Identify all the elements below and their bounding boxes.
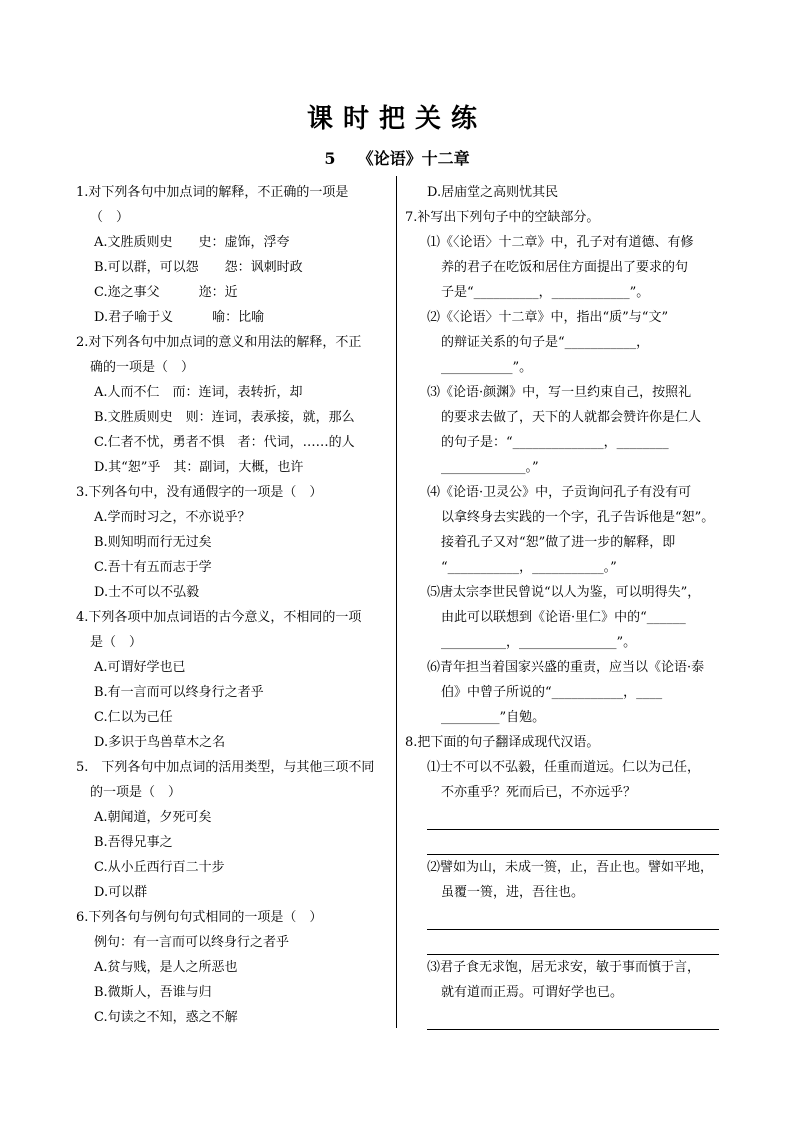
right-line-r10: 的要求去做了，天下的人就都会赞许你是仁人 (441, 410, 702, 425)
left-line-q4c: A.可谓好学也已 (94, 660, 186, 675)
left-line-q2e: C.仁者不忧，勇者不惧 者：代词，……的人 (94, 435, 355, 450)
right-line-r13: ⑷《论语·卫灵公》中，子贡询问孔子有没有可 (427, 485, 692, 500)
right-line-r17: ⑸唐太宗李世民曾说“以人为鉴，可以明得失”， (427, 585, 701, 600)
left-line-q2c: A.人而不仁 而：连词，表转折，却 (94, 385, 303, 400)
answer-line[interactable] (427, 905, 719, 930)
left-line-q1b: （ ） (90, 210, 130, 225)
right-line-r6: ⑵《〈论语〉十二章》中，指出“质”与“文” (427, 310, 669, 325)
right-line-r5: 子是“__________，____________”。 (441, 285, 650, 300)
left-line-q5a: 5. 下列各句中加点词的活用类型，与其他三项不同 (76, 760, 375, 775)
answer-line[interactable] (427, 1005, 719, 1030)
left-line-q6d: B.微斯人，吾谁与归 (94, 985, 212, 1000)
right-line-r33: 就有道而正焉。可谓好学也已。 (441, 985, 624, 1000)
right-line-r12: _____________。” (441, 460, 539, 475)
left-line-q1f: D.君子喻于义 喻：比喻 (94, 310, 265, 325)
right-line-r16: “___________，___________。” (441, 560, 617, 575)
column-divider (396, 176, 397, 1028)
right-line-r25: 不亦重乎？死而后已，不亦远乎？ (441, 785, 637, 800)
right-line-r15: 接着孔子又对“恕”做了进一步的解释，即 (441, 535, 676, 550)
left-line-q2f: D.其“恕”乎 其：副词，大概，也许 (94, 460, 304, 475)
answer-line[interactable] (427, 930, 719, 955)
left-line-q5f: D.可以群 (94, 885, 148, 900)
right-line-r2: 7.补写出下列句子中的空缺部分。 (405, 210, 600, 225)
page-title: 课时把关练 (306, 104, 487, 134)
left-line-q6e: C.句读之不知，惑之不解 (94, 1010, 238, 1025)
lesson-heading (0, 146, 794, 169)
right-line-r32: ⑶君子食无求饱，居无求安，敏于事而慎于言， (427, 960, 701, 975)
right-line-r23: 8.把下面的句子翻译成现代汉语。 (405, 735, 600, 750)
left-line-q1c: A.文胜质则史 史：虚饰，浮夸 (94, 235, 290, 250)
left-line-q2b: 确的一项是（ ） (90, 360, 195, 375)
left-line-q4b: 是（ ） (90, 635, 143, 650)
right-line-r9: ⑶《论语·颜渊》中，写一旦约束自己，按照礼 (427, 385, 692, 400)
right-line-r1: D.居庙堂之高则忧其民 (427, 185, 559, 200)
right-column (405, 180, 723, 1030)
right-line-r28: ⑵譬如为山，未成一篑，止，吾止也。譬如平地， (427, 860, 714, 875)
lesson-number: 5 (324, 149, 336, 168)
answer-line[interactable] (427, 830, 719, 855)
answer-line[interactable] (427, 805, 719, 830)
right-line-r7: 的辩证关系的句子是“___________， (441, 335, 650, 350)
left-line-q5d: B.吾得兄事之 (94, 835, 173, 850)
left-column (76, 180, 386, 1030)
left-line-q3e: D.士不可以不弘毅 (94, 585, 200, 600)
left-line-q3b: A.学而时习之，不亦说乎？ (94, 510, 251, 525)
left-line-q4d: B.有一言而可以终身行之者乎 (94, 685, 264, 700)
right-line-r19: __________，_______________”。 (441, 635, 637, 650)
left-line-q2a: 2.对下列各句中加点词的意义和用法的解释，不正 (76, 335, 362, 350)
right-line-r8: ___________”。 (441, 360, 533, 375)
right-line-r29: 虽覆一篑，进，吾往也。 (441, 885, 585, 900)
left-line-q5c: A.朝闻道，夕死可矣 (94, 810, 212, 825)
left-line-q4a: 4.下列各项中加点词语的古今意义，不相同的一项 (76, 610, 362, 625)
left-line-q1d: B.可以群，可以怨 怨：讽刺时政 (94, 260, 303, 275)
left-line-q1a: 1.对下列各句中加点词的解释，不正确的一项是 (76, 185, 349, 200)
left-line-q3d: C.吾十有五而志于学 (94, 560, 212, 575)
right-line-r11: 的句子是：“______________，________ (441, 435, 669, 450)
lesson-title: 《论语》十二章 (357, 149, 470, 168)
right-line-r4: 养的君子在吃饭和居住方面提出了要求的句 (441, 260, 689, 275)
left-line-q6a: 6.下列各句与例句句式相同的一项是（ ） (76, 910, 323, 925)
right-line-r18: 由此可以联想到《论语·里仁》中的“______ (441, 610, 686, 625)
left-line-q3a: 3.下列各句中，没有通假字的一项是（ ） (76, 485, 323, 500)
right-line-r21: 伯》中曾子所说的“___________，____ (441, 685, 663, 700)
left-line-q5e: C.从小丘西行百二十步 (94, 860, 225, 875)
left-line-q2d: B.文胜质则史 则：连词，表承接，就，那么 (94, 410, 355, 425)
left-line-q6c: A.贫与贱，是人之所恶也 (94, 960, 238, 975)
left-line-q4e: C.仁以为己任 (94, 710, 173, 725)
right-line-r14: 以拿终身去实践的一个字，孔子告诉他是“恕”。 (441, 510, 715, 525)
right-line-r24: ⑴士不可以不弘毅，任重而道远。仁以为己任， (427, 760, 701, 775)
right-line-r3: ⑴《〈论语〉十二章》中，孔子对有道德、有修 (427, 235, 694, 250)
right-line-r20: ⑹青年担当着国家兴盛的重责，应当以《论语·泰 (427, 660, 705, 675)
left-line-q6b: 例句：有一言而可以终身行之者乎 (94, 935, 290, 950)
left-line-q5b: 的一项是（ ） (90, 785, 182, 800)
left-line-q1e: C.迩之事父 迩：近 (94, 285, 238, 300)
left-line-q4f: D.多识于鸟兽草木之名 (94, 735, 226, 750)
left-line-q3c: B.则知明而行无过矣 (94, 535, 212, 550)
right-line-r22: _________”自勉。 (441, 710, 546, 725)
